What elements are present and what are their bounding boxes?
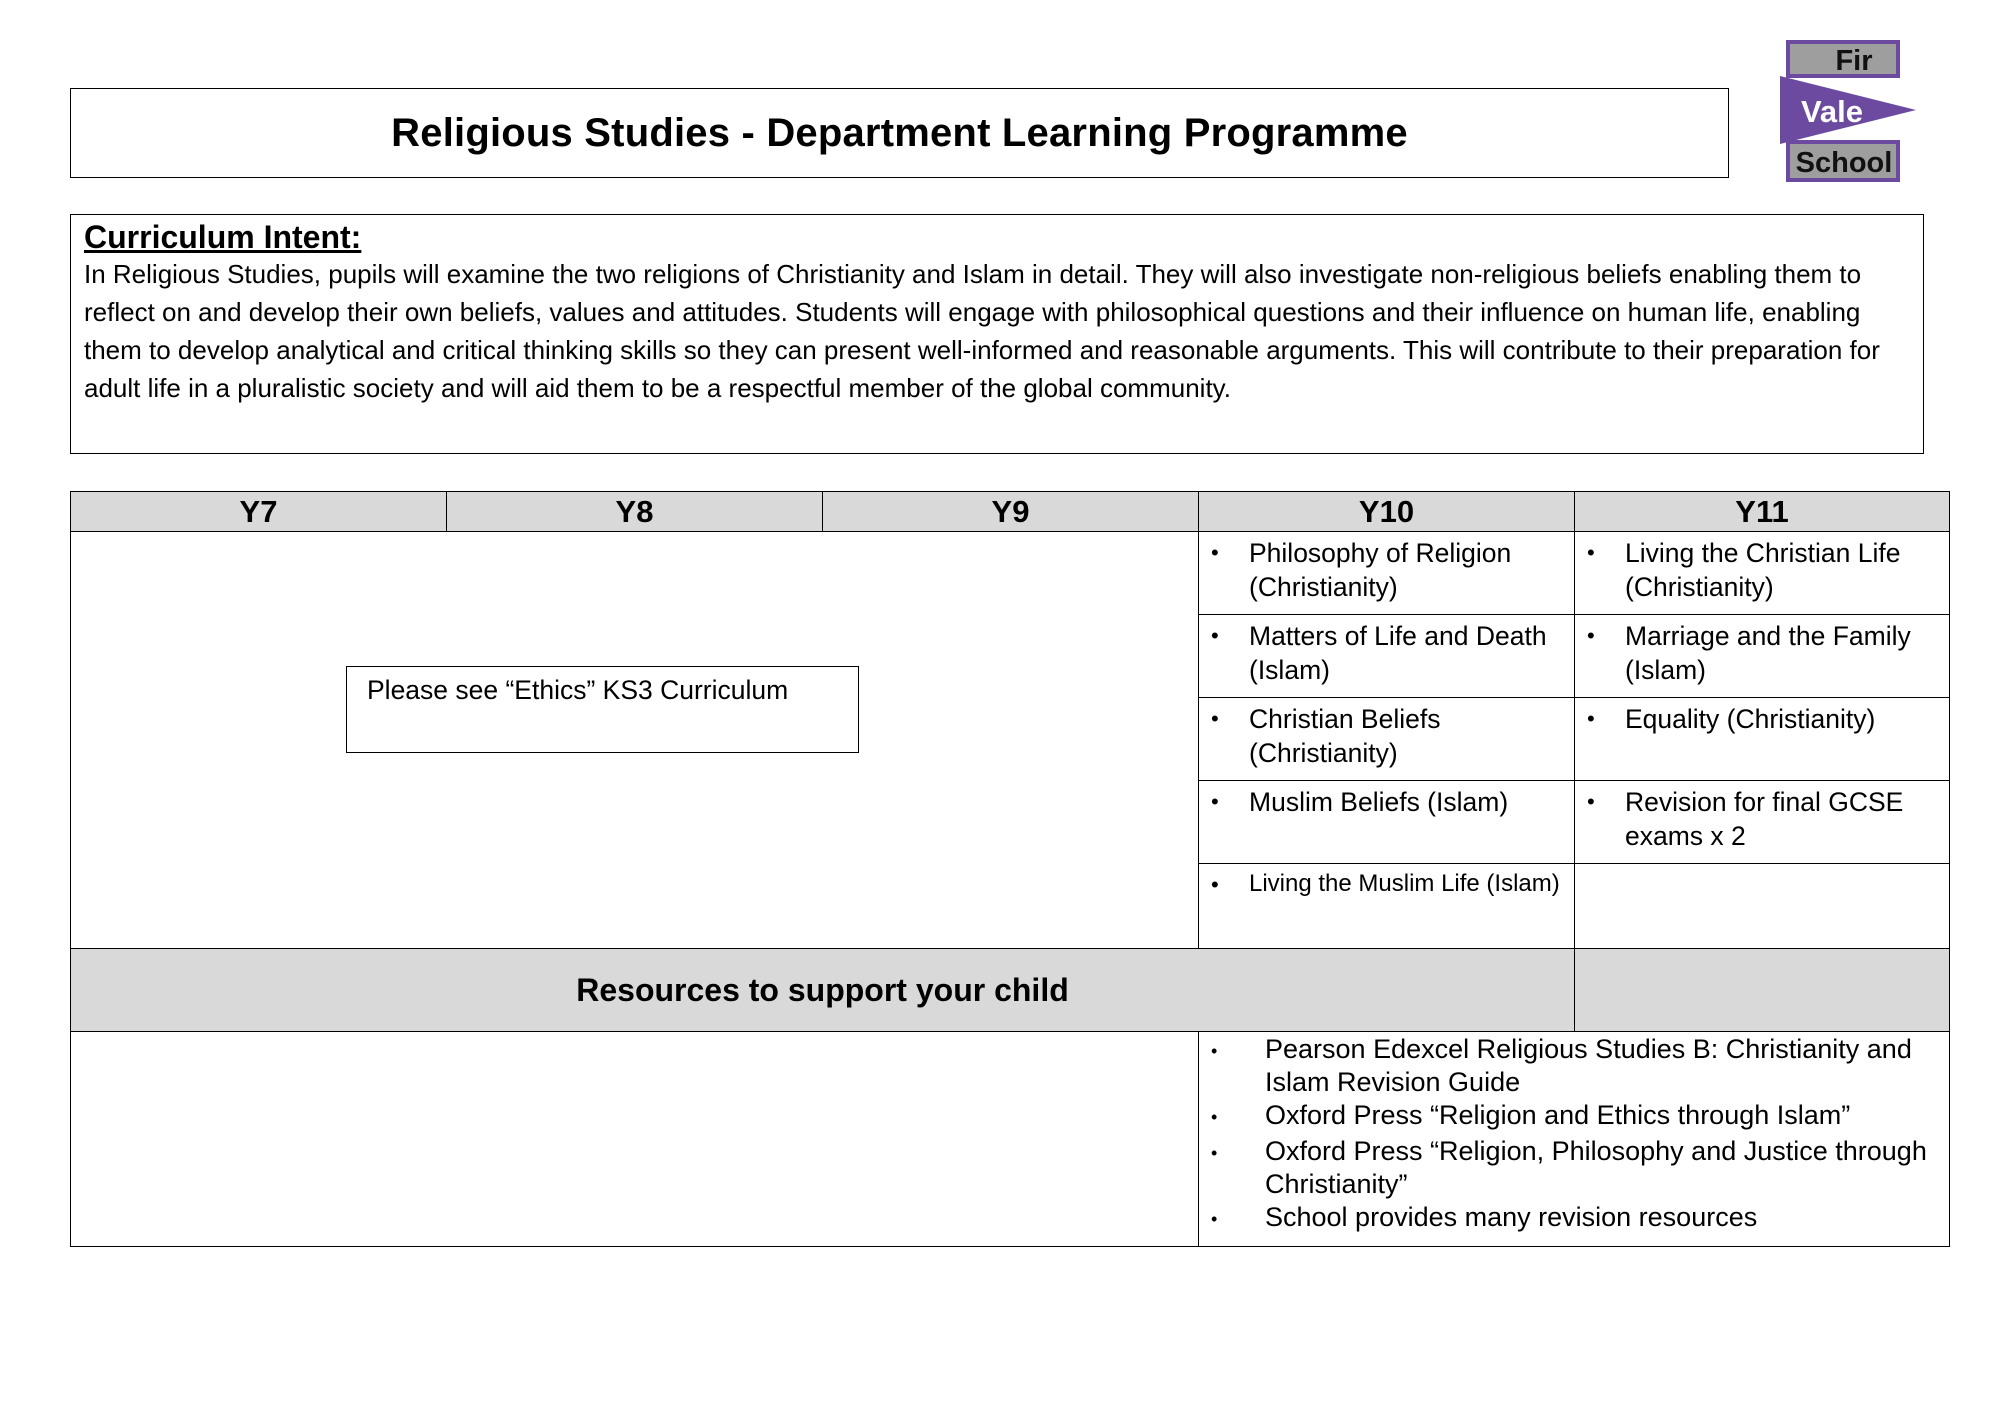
- logo-line3: School: [1795, 147, 1893, 179]
- resource-label: Oxford Press “Religion, Philosophy and Justice through Christianity”: [1265, 1136, 1927, 1199]
- y11-topic-4: [1574, 780, 1950, 864]
- y10-topic-1: [1198, 531, 1575, 615]
- bullet-icon: •: [1211, 540, 1219, 565]
- resource-label: Pearson Edexcel Religious Studies B: Christianity and Islam Revision Guide: [1265, 1034, 1912, 1097]
- logo-line2: Vale: [1800, 94, 1864, 129]
- y10-topic-2: [1198, 614, 1575, 698]
- topic-label: Living the Christian Life (Christianity): [1625, 538, 1901, 602]
- bullet-icon: •: [1211, 872, 1219, 897]
- bullet-icon: •: [1587, 540, 1595, 565]
- resource-item: [1199, 1099, 1949, 1135]
- resources-list-cell: [1198, 1031, 1950, 1247]
- resources-list: [1199, 1033, 1949, 1237]
- bullet-icon: •: [1211, 1107, 1218, 1127]
- topic-label: Christian Beliefs (Christianity): [1249, 704, 1441, 768]
- topic-label: Philosophy of Religion (Christianity): [1249, 538, 1512, 602]
- topic-label: Revision for final GCSE exams x 2: [1625, 787, 1904, 851]
- topic-label: Marriage and the Family (Islam): [1625, 621, 1911, 685]
- y10-topic-4: [1198, 780, 1575, 864]
- year-header-y10: Y10: [1198, 491, 1575, 532]
- resource-label: School provides many revision resources: [1265, 1202, 1758, 1232]
- year-header-y7: Y7: [70, 491, 447, 532]
- resource-item: [1199, 1135, 1949, 1201]
- resources-empty-cell: [70, 1031, 1199, 1247]
- bullet-icon: •: [1587, 789, 1595, 814]
- title-box: [70, 88, 1729, 178]
- bullet-icon: •: [1587, 706, 1595, 731]
- topic-label: Matters of Life and Death (Islam): [1249, 621, 1547, 685]
- resources-heading: Resources to support your child: [70, 948, 1575, 1032]
- resource-label: Oxford Press “Religion and Ethics through Islam”: [1265, 1100, 1851, 1130]
- y10-topic-3: [1198, 697, 1575, 781]
- y11-topic-1: [1574, 531, 1950, 615]
- page-title: Religious Studies - Department Learning Programme: [391, 110, 1408, 155]
- bullet-icon: •: [1211, 1041, 1218, 1061]
- bullet-icon: •: [1211, 623, 1219, 648]
- ks3-note-box: Please see “Ethics” KS3 Curriculum: [346, 666, 859, 753]
- bullet-icon: •: [1211, 1143, 1218, 1163]
- curriculum-intent-box: [70, 214, 1924, 454]
- bullet-icon: •: [1211, 1209, 1218, 1229]
- topic-label: Equality (Christianity): [1625, 704, 1876, 734]
- resources-heading-empty-cell: [1574, 948, 1950, 1032]
- school-logo: [1770, 36, 1922, 184]
- y11-topic-3: [1574, 697, 1950, 781]
- y11-topic-2: [1574, 614, 1950, 698]
- resource-item: [1199, 1033, 1949, 1099]
- y11-empty-cell: [1574, 863, 1950, 949]
- bullet-icon: •: [1211, 706, 1219, 731]
- logo-line1: Fir: [1835, 45, 1873, 77]
- bullet-icon: •: [1587, 623, 1595, 648]
- intent-text: In Religious Studies, pupils will examine the two religions of Christianity and Islam in detail. They will also investigate non-religious beliefs enabling them to reflect on and develop their own beliefs, values and attitudes. Students will engage with philosophical questions and their influence on human life, enabling them to develop analytical and critical thinking skills so they can present well-informed and reasonable arguments. This will contribute to their preparation for adult life in a pluralistic society and will aid them to be a respectful member of the global community.: [84, 259, 1880, 403]
- y10-topic-5: [1198, 863, 1575, 949]
- intent-heading: Curriculum Intent:: [84, 219, 362, 255]
- resource-item: [1199, 1201, 1949, 1237]
- year-header-y9: Y9: [822, 491, 1199, 532]
- topic-label: Living the Muslim Life (Islam): [1249, 870, 1560, 897]
- bullet-icon: •: [1211, 789, 1219, 814]
- topic-label: Muslim Beliefs (Islam): [1249, 787, 1509, 817]
- year-header-y11: Y11: [1574, 491, 1950, 532]
- year-header-y8: Y8: [446, 491, 823, 532]
